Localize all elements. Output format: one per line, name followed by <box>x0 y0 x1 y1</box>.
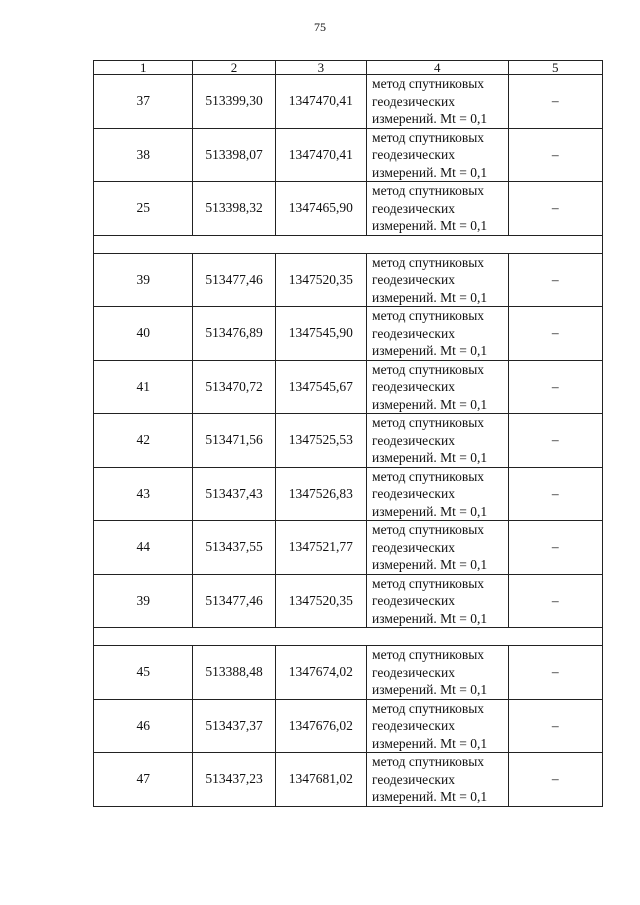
x-coordinate-cell: 513437,55 <box>193 521 275 575</box>
note-cell: – <box>508 182 602 236</box>
method-cell <box>367 360 509 414</box>
method-text-line: измерений. Mt = 0,1 <box>372 503 488 519</box>
method-text-line: измерений. Mt = 0,1 <box>372 343 488 358</box>
table-row <box>94 574 603 628</box>
page-number: 75 <box>314 20 326 34</box>
x-coordinate-cell: 513437,23 <box>193 753 275 807</box>
method-text-line: измерений. Mt = 0,1 <box>372 735 488 751</box>
method-text-line: метод спутниковых <box>372 76 485 91</box>
method-text-line: метод спутниковых <box>372 647 485 662</box>
table-row <box>94 753 603 807</box>
note-cell: – <box>508 75 602 129</box>
method-text-line: метод спутниковых <box>372 468 485 484</box>
method-text-line: геодезических <box>372 718 455 733</box>
group-separator-row <box>94 628 603 646</box>
y-coordinate-cell: 1347465,90 <box>275 182 366 236</box>
method-cell <box>367 414 509 468</box>
group-separator-row <box>94 235 603 253</box>
point-number-cell: 45 <box>94 646 193 700</box>
table-row <box>94 307 603 361</box>
method-text-line: геодезических <box>372 200 455 216</box>
y-coordinate-cell: 1347520,35 <box>275 574 366 628</box>
note-cell: – <box>508 646 602 700</box>
method-text-line: измерений. Mt = 0,1 <box>372 610 488 626</box>
x-coordinate-cell: 513398,07 <box>193 128 275 182</box>
table-header-row <box>94 61 603 75</box>
method-text-line: метод спутниковых <box>372 129 485 145</box>
method-text-line: измерений. Mt = 0,1 <box>372 682 488 697</box>
point-number-cell: 44 <box>94 521 193 575</box>
method-cell <box>367 253 509 307</box>
point-number-cell: 42 <box>94 414 193 468</box>
method-text-line: геодезических <box>372 539 455 555</box>
x-coordinate-cell: 513388,48 <box>193 646 275 700</box>
method-cell <box>367 307 509 361</box>
note-cell: – <box>508 753 602 807</box>
method-text-line: метод спутниковых <box>372 522 485 537</box>
x-coordinate-cell: 513437,43 <box>193 467 275 521</box>
method-text-line: геодезических <box>372 432 455 448</box>
group-separator-cell <box>94 628 603 646</box>
column-header: 2 <box>193 61 275 75</box>
method-cell <box>367 182 509 236</box>
method-text-line: геодезических <box>372 325 455 341</box>
column-header: 4 <box>367 61 509 75</box>
y-coordinate-cell: 1347521,77 <box>275 521 366 575</box>
note-cell: – <box>508 253 602 307</box>
note-cell: – <box>508 467 602 521</box>
point-number-cell: 38 <box>94 128 193 182</box>
method-text-line: измерений. Mt = 0,1 <box>372 218 488 233</box>
x-coordinate-cell: 513471,56 <box>193 414 275 468</box>
table-row <box>94 253 603 307</box>
method-cell <box>367 753 509 807</box>
point-number-cell: 47 <box>94 753 193 807</box>
method-text-line: измерений. Mt = 0,1 <box>372 289 488 305</box>
note-cell: – <box>508 414 602 468</box>
table-body <box>94 75 603 807</box>
method-text-line: метод спутниковых <box>372 254 485 270</box>
y-coordinate-cell: 1347674,02 <box>275 646 366 700</box>
point-number-cell: 37 <box>94 75 193 129</box>
method-cell <box>367 467 509 521</box>
method-text-line: геодезических <box>372 379 455 394</box>
x-coordinate-cell: 513477,46 <box>193 253 275 307</box>
y-coordinate-cell: 1347470,41 <box>275 75 366 129</box>
column-header: 5 <box>508 61 602 75</box>
point-number-cell: 46 <box>94 699 193 753</box>
point-number-cell: 40 <box>94 307 193 361</box>
method-text-line: измерений. Mt = 0,1 <box>372 450 488 465</box>
note-cell: – <box>508 307 602 361</box>
table-row <box>94 75 603 129</box>
method-cell <box>367 128 509 182</box>
method-cell <box>367 574 509 628</box>
method-text-line: измерений. Mt = 0,1 <box>372 789 488 804</box>
point-number-cell: 39 <box>94 574 193 628</box>
method-text-line: геодезических <box>372 147 455 162</box>
method-text-line: метод спутниковых <box>372 308 485 323</box>
table-row <box>94 360 603 414</box>
method-cell <box>367 75 509 129</box>
y-coordinate-cell: 1347676,02 <box>275 699 366 753</box>
x-coordinate-cell: 513437,37 <box>193 699 275 753</box>
point-number-cell: 39 <box>94 253 193 307</box>
column-header: 1 <box>94 61 193 75</box>
table-row <box>94 467 603 521</box>
y-coordinate-cell: 1347470,41 <box>275 128 366 182</box>
x-coordinate-cell: 513470,72 <box>193 360 275 414</box>
method-text-line: метод спутниковых <box>372 754 485 769</box>
x-coordinate-cell: 513476,89 <box>193 307 275 361</box>
method-text-line: метод спутниковых <box>372 183 485 198</box>
method-text-line: метод спутниковых <box>372 575 485 591</box>
method-cell <box>367 646 509 700</box>
table-row <box>94 182 603 236</box>
y-coordinate-cell: 1347545,90 <box>275 307 366 361</box>
table-row <box>94 646 603 700</box>
note-cell: – <box>508 574 602 628</box>
note-cell: – <box>508 128 602 182</box>
point-number-cell: 25 <box>94 182 193 236</box>
column-header: 3 <box>275 61 366 75</box>
method-cell <box>367 521 509 575</box>
method-text-line: геодезических <box>372 93 455 109</box>
point-number-cell: 41 <box>94 360 193 414</box>
y-coordinate-cell: 1347545,67 <box>275 360 366 414</box>
point-number-cell: 43 <box>94 467 193 521</box>
method-cell <box>367 699 509 753</box>
x-coordinate-cell: 513399,30 <box>193 75 275 129</box>
table-row <box>94 521 603 575</box>
group-separator-cell <box>94 235 603 253</box>
y-coordinate-cell: 1347525,53 <box>275 414 366 468</box>
method-text-line: метод спутниковых <box>372 700 485 716</box>
table-row <box>94 414 603 468</box>
method-text-line: геодезических <box>372 486 455 501</box>
y-coordinate-cell: 1347520,35 <box>275 253 366 307</box>
note-cell: – <box>508 521 602 575</box>
y-coordinate-cell: 1347681,02 <box>275 753 366 807</box>
method-text-line: геодезических <box>372 664 455 680</box>
method-text-line: геодезических <box>372 771 455 787</box>
method-text-line: измерений. Mt = 0,1 <box>372 164 488 180</box>
coordinates-table <box>93 60 603 807</box>
method-text-line: геодезических <box>372 272 455 287</box>
y-coordinate-cell: 1347526,83 <box>275 467 366 521</box>
table-row <box>94 699 603 753</box>
x-coordinate-cell: 513477,46 <box>193 574 275 628</box>
method-text-line: метод спутниковых <box>372 361 485 377</box>
table-row <box>94 128 603 182</box>
method-text-line: метод спутниковых <box>372 415 485 430</box>
method-text-line: измерений. Mt = 0,1 <box>372 111 488 126</box>
method-text-line: измерений. Mt = 0,1 <box>372 396 488 412</box>
method-text-line: измерений. Mt = 0,1 <box>372 557 488 572</box>
method-text-line: геодезических <box>372 593 455 608</box>
x-coordinate-cell: 513398,32 <box>193 182 275 236</box>
note-cell: – <box>508 699 602 753</box>
note-cell: – <box>508 360 602 414</box>
